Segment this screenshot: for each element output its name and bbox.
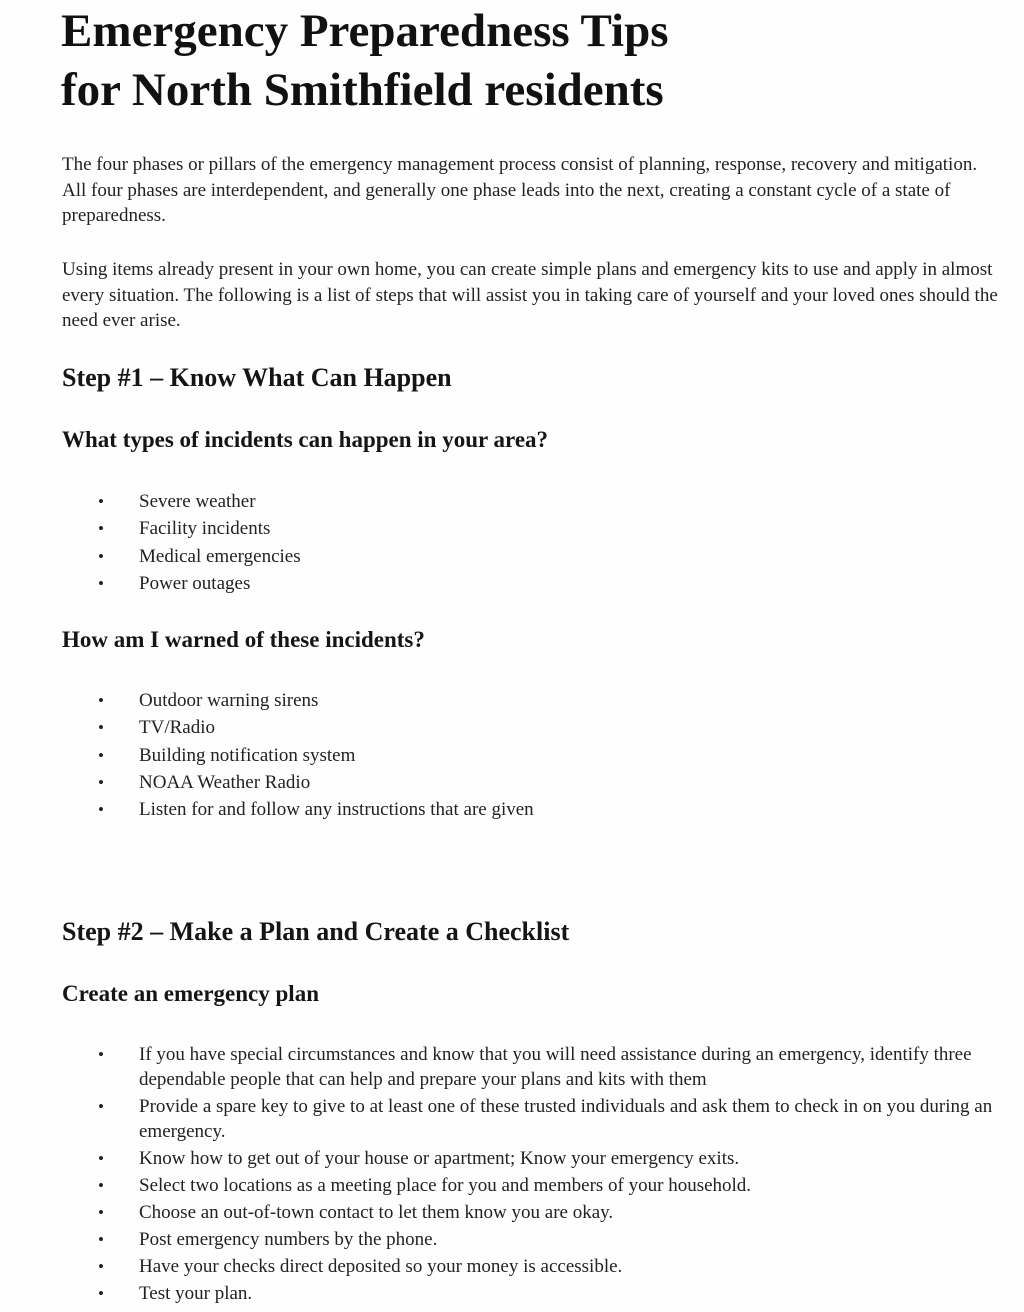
emergency-plan-list [98,1042,998,1308]
bullet-icon: • [98,519,104,539]
bullet-icon: • [98,745,104,765]
bullet-icon: • [98,546,104,566]
document-title [61,2,669,120]
list-item-text: TV/Radio [139,717,215,739]
list-item [98,1094,998,1145]
list-item [98,543,998,570]
document-title-line-1: Emergency Preparedness Tips [61,5,669,57]
bullet-icon: • [98,492,104,511]
bullet-icon: • [98,1045,104,1064]
list-item-text: Power outages [139,572,251,594]
bullet-icon: • [98,1203,104,1223]
list-item-text: Select two locations as a meeting place for you and members of your household. [139,1175,752,1197]
bullet-icon: • [98,1283,104,1303]
list-item-text: Post emergency numbers by the phone. [139,1229,438,1251]
intro-paragraph-2: Using items already present in your own home, you can create simple plans and emergency kits to use and apply in almost every situation. The following is a list of steps that will assist you in taking care of yourself and your loved ones should the need ever arise. [62,259,998,331]
list-item-text: Medical emergencies [139,545,301,567]
list-item-text: Facility incidents [139,518,271,540]
warnings-list [98,687,998,823]
step-2-heading: Step #2 – Make a Plan and Create a Checklist [62,917,570,946]
list-item [98,769,998,796]
list-item [98,1173,998,1198]
list-item [98,687,998,714]
list-item [98,515,998,542]
bullet-icon: • [98,1176,104,1196]
list-item [98,488,998,515]
bullet-icon: • [98,1230,104,1250]
emergency-plan-heading: Create an emergency plan [62,981,319,1006]
bullet-icon: • [98,1149,104,1169]
warnings-heading: How am I warned of these incidents? [62,627,425,652]
list-item [98,1146,998,1171]
list-item-text: Severe weather [139,491,256,512]
bullet-icon: • [98,718,104,738]
bullet-icon: • [98,1256,104,1276]
list-item-text: Have your checks direct deposited so your money is accessible. [139,1255,623,1277]
bullet-icon: • [98,573,104,593]
list-item-text: Building notification system [139,744,356,766]
list-item [98,1281,998,1306]
step-1-heading: Step #1 – Know What Can Happen [62,363,452,392]
document-title-line-2: for North Smithfield residents [61,64,664,116]
list-item [98,742,998,769]
list-item-text: NOAA Weather Radio [139,771,311,793]
list-item-text: Provide a spare key to give to at least one of these trusted individuals and ask them to check in on you during an emergency. [139,1096,993,1143]
incidents-list [98,488,998,597]
list-item-text: Test your plan. [139,1282,253,1304]
bullet-icon: • [98,691,104,710]
list-item-text: If you have special circumstances and know that you will need assistance during an emergency, identify three dependable people that can help and prepare your plans and kits with them [139,1044,972,1091]
list-item [98,714,998,741]
incidents-heading: What types of incidents can happen in your area? [62,427,549,452]
bullet-icon: • [98,800,104,820]
list-item [98,1200,998,1225]
list-item-text: Know how to get out of your house or apartment; Know your emergency exits. [139,1148,740,1170]
list-item [98,1227,998,1252]
list-item [98,1042,998,1093]
list-item-text: Choose an out-of-town contact to let them know you are okay. [139,1202,614,1224]
intro-paragraph-1: The four phases or pillars of the emergency management process consist of planning, response, recovery and mitigation. All four phases are interdependent, and generally one phase leads into the next, creating a constant cycle of a state of preparedness. [62,154,978,226]
list-item-text: Listen for and follow any instructions that are given [139,799,534,821]
list-item [98,1254,998,1279]
list-item [98,796,998,823]
bullet-icon: • [98,772,104,792]
bullet-icon: • [98,1097,104,1117]
list-item-text: Outdoor warning sirens [139,690,319,711]
list-item [98,570,998,597]
